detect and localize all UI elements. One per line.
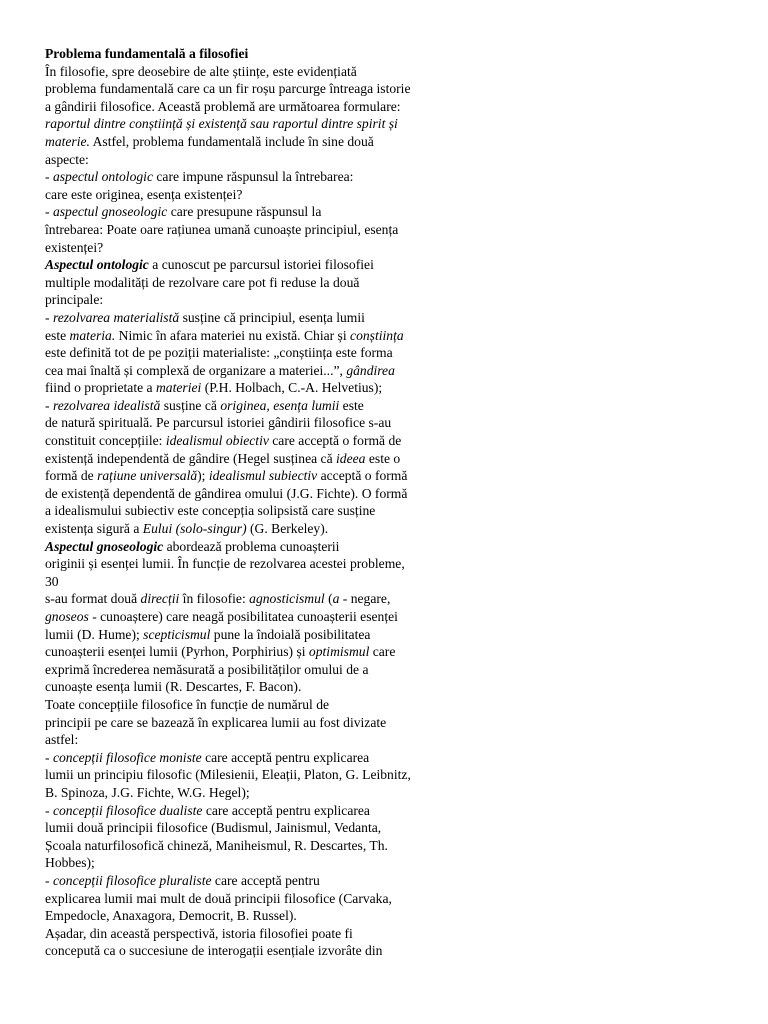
text-run: existență independentă de gândire (Hegel susținea că <box>45 450 337 466</box>
emphasis-text: agnosticismul <box>249 591 325 607</box>
emphasis-text: idealismul subiectiv <box>208 468 318 484</box>
text-run: Empedocle, Anaxagora, Democrit, B. Russel). <box>45 908 297 924</box>
emphasis-text: a <box>332 591 340 607</box>
text-line <box>45 344 465 362</box>
emphasis-text: ideea <box>336 450 366 466</box>
text-line <box>45 942 465 960</box>
text-line <box>45 467 465 485</box>
text-line <box>45 432 465 450</box>
text-run: existenței? <box>45 239 104 255</box>
text-line <box>45 274 465 292</box>
text-run: lumii (D. Hume); <box>45 626 144 642</box>
text-line <box>45 538 465 556</box>
text-line <box>45 555 465 573</box>
text-line <box>45 696 465 714</box>
text-line <box>45 714 465 732</box>
text-run: abordează problema cunoașterii <box>163 538 340 554</box>
text-line <box>45 239 465 257</box>
text-line <box>45 643 465 661</box>
document-page <box>45 45 465 960</box>
text-line <box>45 151 465 169</box>
text-line <box>45 872 465 890</box>
text-run: originii și esenței lumii. În funcție de rezolvarea acestei probleme, <box>45 556 405 572</box>
text-line <box>45 414 465 432</box>
emphasis-text: direcții <box>140 591 180 607</box>
text-run: care acceptă pentru explicarea <box>201 749 370 765</box>
text-run: ); <box>197 468 209 484</box>
text-line <box>45 362 465 380</box>
text-run: pune la îndoială posibilitatea <box>210 626 371 642</box>
text-run: Hobbes); <box>45 855 95 871</box>
emphasis-text: idealismul obiectiv <box>165 433 269 449</box>
text-run: susține că principiul, esența lumii <box>179 309 365 325</box>
text-run: exprimă încrederea nemăsurată a posibilităților omului de a <box>45 661 369 677</box>
text-line <box>45 890 465 908</box>
text-run: principale: <box>45 292 104 308</box>
text-line <box>45 256 465 274</box>
text-run: care presupune răspunsul la <box>167 204 322 220</box>
text-line <box>45 819 465 837</box>
text-run: cea mai înaltă și complexă de organizare a materiei...”, <box>45 362 347 378</box>
text-run: Astfel, problema fundamentală include în sine două <box>89 133 374 149</box>
emphasis-text: gnoseos <box>45 609 89 624</box>
text-run: de existență dependentă de gândirea omului (J.G. Fichte). O formă <box>45 485 408 501</box>
emphasis-text: Eului (solo-singur) <box>142 521 247 537</box>
text-run: este definită tot de pe poziții materialiste: „conștiința este forma <box>45 345 393 361</box>
text-run: concepută ca o succesiune de interogații esențiale izvorâte din <box>45 943 383 959</box>
text-run: care <box>369 644 396 660</box>
text-run: care acceptă pentru explicarea <box>202 802 370 818</box>
text-line <box>45 221 465 239</box>
text-line <box>45 678 465 696</box>
text-line <box>45 766 465 784</box>
text-run: - <box>45 802 53 818</box>
text-line <box>45 802 465 820</box>
text-run: a idealismului subiectiv este concepția solipsistă care susține <box>45 503 376 519</box>
text-line <box>45 203 465 221</box>
text-run: explicarea lumii mai mult de două principii filosofice (Carvaka, <box>45 890 392 906</box>
emphasis-text: aspectul ontologic <box>52 169 153 185</box>
text-run: - <box>45 309 53 325</box>
text-run: este <box>45 327 70 343</box>
text-run: - <box>45 169 53 185</box>
text-run: lumii un principiu filosofic (Milesienii, Eleații, Platon, G. Leibnitz, <box>45 767 411 783</box>
text-run: cunoaște esența lumii (R. Descartes, F. Bacon). <box>45 679 302 695</box>
text-run: Toate concepțiile filosofice în funcție de numărul de <box>45 696 330 712</box>
text-line <box>45 749 465 767</box>
text-line <box>45 327 465 345</box>
text-run: - negare, <box>339 591 391 607</box>
emphasis-text: Aspectul gnoseologic <box>45 538 164 554</box>
text-run: susține că <box>160 397 221 413</box>
text-run: Nimic în afara materiei nu există. Chiar și <box>115 327 351 343</box>
text-line <box>45 168 465 186</box>
text-line <box>45 45 465 63</box>
text-run: constituit concepțiile: <box>45 433 166 449</box>
text-run: 30 <box>45 573 59 589</box>
text-line <box>45 450 465 468</box>
text-run: care este originea, esența existenței? <box>45 186 243 202</box>
emphasis-text: rațiune universală <box>97 468 198 484</box>
text-run: principii pe care se bazează în explicarea lumii au fost divizate <box>45 714 387 730</box>
text-line <box>45 186 465 204</box>
text-line <box>45 98 465 116</box>
text-line <box>45 854 465 872</box>
text-run: în filosofie: <box>179 591 250 607</box>
text-run: care acceptă pentru <box>211 872 320 888</box>
text-run: s-au format două <box>45 591 141 607</box>
emphasis-text: raportul dintre conștiință și existență sau raportul dintre spirit și <box>45 116 398 132</box>
text-line <box>45 573 465 591</box>
text-line <box>45 784 465 802</box>
text-line <box>45 397 465 415</box>
text-run: multiple modalități de rezolvare care pot fi reduse la două <box>45 274 360 290</box>
text-line <box>45 837 465 855</box>
emphasis-text: materiei <box>155 380 202 396</box>
text-run: existența sigură a <box>45 521 143 537</box>
emphasis-text: concepții filosofice pluraliste <box>52 872 212 888</box>
text-line <box>45 379 465 397</box>
text-run: Școala naturfilosofică chineză, Maniheismul, R. Descartes, Th. <box>45 837 388 853</box>
text-run: a gândirii filosofice. Această problemă are următoarea formulare: <box>45 98 401 114</box>
text-run: acceptă o formă <box>317 468 408 484</box>
text-run: ( <box>324 591 333 607</box>
text-run: fiind o proprietate a <box>45 380 156 396</box>
text-run: de natură spirituală. Pe parcursul istoriei gândirii filosofice s-au <box>45 415 392 431</box>
text-line <box>45 485 465 503</box>
text-run: este o <box>365 450 401 466</box>
text-run: lumii două principii filosofice (Budismul, Jainismul, Vedanta, <box>45 820 382 836</box>
emphasis-text: materia. <box>69 327 116 343</box>
emphasis-text: concepții filosofice dualiste <box>52 802 203 818</box>
text-run: (G. Berkeley). <box>246 521 329 537</box>
text-run: (P.H. Holbach, C.-A. Helvetius); <box>201 380 383 396</box>
emphasis-text: optimismul <box>308 644 370 660</box>
text-line <box>45 907 465 925</box>
text-run: - <box>45 872 53 888</box>
emphasis-text: aspectul gnoseologic <box>52 204 168 220</box>
text-run: întrebarea: Poate oare rațiunea umană cunoaște principiul, esența <box>45 221 399 237</box>
text-line <box>45 502 465 520</box>
text-run: astfel: <box>45 732 79 748</box>
text-run: B. Spinoza, J.G. Fichte, W.G. Hegel); <box>45 784 250 800</box>
emphasis-text: originea, esența lumii <box>220 397 340 413</box>
text-line <box>45 608 465 626</box>
text-line <box>45 63 465 81</box>
text-line <box>45 291 465 309</box>
text-line <box>45 731 465 749</box>
text-run: - <box>45 397 53 413</box>
text-run: În filosofie, spre deosebire de alte științe, este evidențiată <box>45 63 357 79</box>
text-line <box>45 309 465 327</box>
text-line <box>45 626 465 644</box>
text-run: - <box>45 204 53 220</box>
emphasis-text: rezolvarea idealistă <box>52 397 161 413</box>
emphasis-text: rezolvarea materialistă <box>52 309 180 325</box>
text-line <box>45 115 465 133</box>
text-run: - cunoaștere) care neagă posibilitatea cunoașterii esenței <box>88 609 398 624</box>
emphasis-text: scepticismul <box>143 626 211 642</box>
text-line <box>45 925 465 943</box>
emphasis-text: conștiința <box>350 327 404 343</box>
text-run: aspecte: <box>45 151 89 167</box>
text-line <box>45 661 465 679</box>
emphasis-text: Problema fundamentală a filosofiei <box>45 46 249 61</box>
text-run: formă de <box>45 468 98 484</box>
text-run: care acceptă o formă de <box>268 433 402 449</box>
text-line <box>45 520 465 538</box>
text-run: care impune răspunsul la întrebarea: <box>153 169 354 185</box>
text-run: problema fundamentală care ca un fir roșu parcurge întreaga istorie <box>45 81 411 97</box>
text-run: cunoașterii esenței lumii (Pyrhon, Porphirius) și <box>45 644 309 660</box>
text-run: - <box>45 749 53 765</box>
text-line <box>45 80 465 98</box>
text-run: a cunoscut pe parcursul istoriei filosofiei <box>148 257 374 273</box>
emphasis-text: gândirea <box>346 362 395 378</box>
emphasis-text: Aspectul ontologic <box>45 257 149 273</box>
emphasis-text: materie. <box>45 133 90 149</box>
text-line <box>45 590 465 608</box>
emphasis-text: concepții filosofice moniste <box>52 749 202 765</box>
text-line <box>45 133 465 151</box>
text-run: este <box>339 397 364 413</box>
text-run: Așadar, din această perspectivă, istoria filosofiei poate fi <box>45 925 353 941</box>
